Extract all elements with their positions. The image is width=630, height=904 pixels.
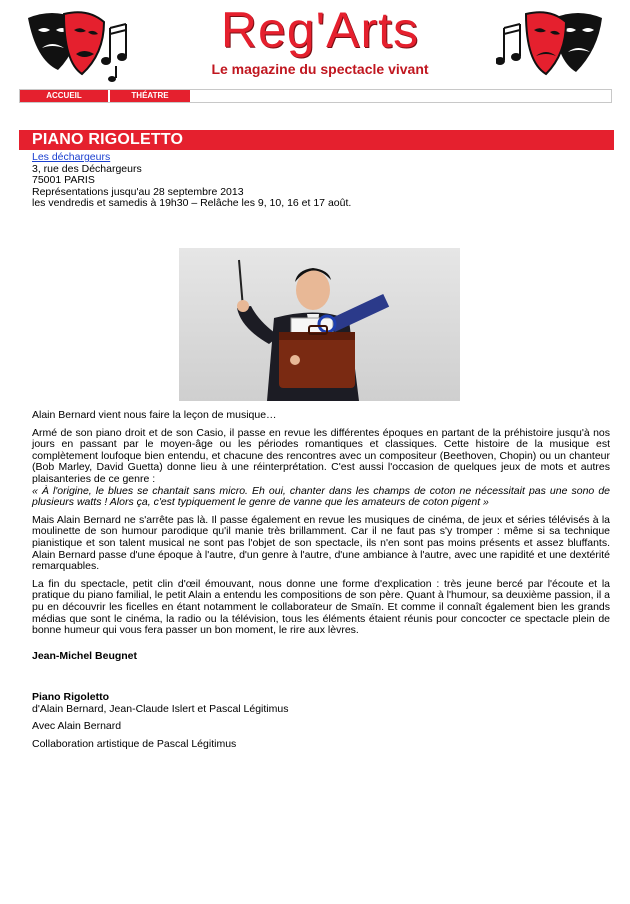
venue-schedule: les vendredis et samedis à 19h30 – Relâche les 9, 10, 16 et 17 août.	[32, 197, 352, 210]
article-quote: « À l'origine, le blues se chantait sans micro. Eh oui, chanter dans les champs de coton ne nécessitait pas une sono de plusieurs watts ! Alors ça, c'est typiquement le genre de vanne que les amateurs de coton pigent »	[32, 484, 610, 509]
credits-authors: d'Alain Bernard, Jean-Claude Islert et Pascal Légitimus	[32, 702, 289, 715]
article-paragraph	[32, 428, 610, 509]
venue-info	[32, 152, 351, 210]
site-logo-title[interactable]: Reg'Arts	[220, 2, 420, 58]
venue-dates: Représentations jusqu'au 28 septembre 2013	[32, 185, 244, 198]
nav-item-theatre[interactable]: THÉATRE	[110, 90, 190, 102]
venue-link[interactable]: Les déchargeurs	[32, 151, 111, 163]
main-nav	[19, 89, 612, 103]
show-photo	[179, 248, 460, 401]
venue-street: 3, rue des Déchargeurs	[32, 162, 142, 175]
article-paragraph: La fin du spectacle, petit clin d'œil émouvant, nous donne une forme d'explication : très jeune bercé par l'écoute et la pratique du piano familial, le petit Alain a entendu les compositions de son père. Quant à l'humour, sa deuxième passion, il a pu en découvrir les ficelles en étant notamment le collaborateur de Smaïn. Et comme il connaît également bien les grands médias que sont le cinéma, la radio ou la télévision, tous les éléments étaient réunis pour concocter ce spectacle plein de bonne humeur qui vous fera passer un bon moment, le rire aux lèvres.	[32, 577, 610, 637]
credits-title: Piano Rigoletto	[32, 691, 109, 704]
article-intro: Alain Bernard vient nous faire la leçon de musique…	[32, 409, 277, 421]
site-tagline: Le magazine du spectacle vivant	[211, 61, 429, 77]
nav-item-accueil[interactable]: ACCUEIL	[20, 90, 108, 102]
venue-city: 75001 PARIS	[32, 174, 95, 187]
article-paragraph-text: Armé de son piano droit et de son Casio, il passe en revue les différentes époques en partant de la préhistoire jusqu'à nos jours en passant par le moyen-âge ou les périodes romantiques et classiques. Cette histoire de la musique est complètement loufoque bien entendu, et chacune des rencontres avec un compositeur (Beethoven, Chopin) ou un chanteur (Bob Marley, David Guetta) donne lieu à une réinterprétation. C'est aussi l'occasion de quelques jeux de mots et autres plaisanteries de ce genre :	[32, 426, 610, 485]
article-title-bar	[19, 130, 614, 150]
theatre-masks-right-icon	[496, 8, 606, 82]
article-paragraph: Mais Alain Bernard ne s'arrête pas là. Il passe également en revue les musiques de cinéma, de jeux et séries télévisés à la moulinette de son humour parodique qu'il manie très brillamment. Car il ne faut pas s'y tromper : même si sa technique pianistique et son talent musical ne sont pas l'objet de son spectacle, ils n'en sont pas moins présents et assez bluffants. Alain Bernard passe d'une époque à l'autre, d'un genre à l'autre, d'une ambiance à l'autre, avec une rapidité et une dextérité remarquables.	[32, 513, 610, 573]
performer-illustration	[179, 248, 460, 401]
article-body	[32, 410, 610, 757]
site-header	[0, 0, 630, 88]
article-author: Jean-Michel Beugnet	[32, 649, 138, 662]
credits-cast: Avec Alain Bernard	[32, 720, 122, 733]
theatre-masks-left-icon	[24, 8, 134, 82]
article-title: PIANO RIGOLETTO	[32, 131, 184, 148]
credits-collaboration: Collaboration artistique de Pascal Légitimus	[32, 738, 237, 751]
